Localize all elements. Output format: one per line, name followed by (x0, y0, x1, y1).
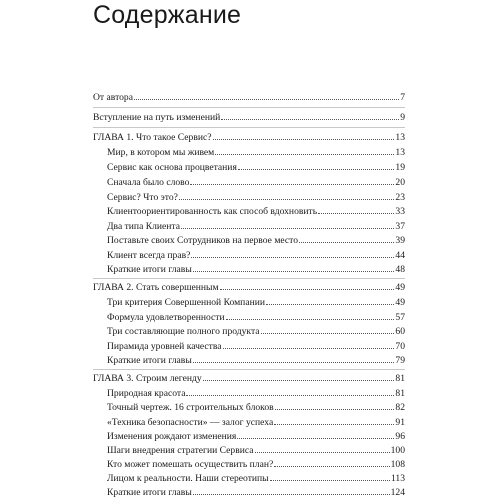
toc-subentry[interactable] (107, 444, 405, 458)
toc-subentry[interactable] (107, 472, 405, 486)
toc-entry-title: Сервис как основа процветания (107, 162, 237, 173)
toc-entry-title: Три составляющие полного продукта (107, 326, 260, 337)
leader-dots (186, 387, 394, 396)
toc-entry-page: 7 (400, 92, 405, 103)
leader-dots (318, 205, 394, 214)
toc-chapter[interactable] (93, 281, 405, 295)
toc-subentry[interactable] (107, 340, 405, 354)
toc-entry-page: 9 (400, 112, 405, 123)
toc-subentry[interactable] (107, 430, 405, 444)
toc-entry-title: Поставьте своих Сотрудников на первое место (107, 235, 299, 246)
toc-entry-title: Краткие итоги главы (107, 487, 192, 498)
toc-entry-page: 108 (390, 459, 405, 470)
toc-entry-page: 124 (390, 487, 405, 498)
leader-dots (274, 416, 394, 425)
toc-subentry[interactable] (107, 146, 405, 160)
toc-entry-title: Мир, в котором мы живем (107, 147, 215, 158)
toc-entry-page: 13 (395, 132, 405, 143)
leader-dots (270, 472, 390, 481)
toc-entry-page: 49 (395, 282, 405, 293)
toc-entry-title: Вступление на путь изменений (93, 112, 221, 123)
section-divider (93, 107, 405, 108)
leader-dots (299, 234, 394, 243)
toc-entry-page: 19 (395, 162, 405, 173)
toc-subentry[interactable] (107, 486, 405, 500)
toc-entry-title: Клиентоориентированность как способ вдохновить (107, 206, 318, 217)
toc-entry-page: 81 (395, 373, 405, 384)
toc-entry-title: Краткие итоги главы (107, 355, 192, 366)
toc-entry-title: Точный чертеж. 16 строительных блоков (107, 402, 274, 413)
leader-dots (193, 263, 395, 272)
toc-entry-page: 96 (395, 431, 405, 442)
toc-entry-title: От автора (93, 92, 133, 103)
toc-entry-page: 33 (395, 206, 405, 217)
toc-entry-title: Сервис? Что это? (107, 192, 178, 203)
toc-entry-title: Краткие итоги главы (107, 264, 192, 275)
leader-dots (193, 486, 390, 495)
toc-subentry[interactable] (107, 401, 405, 415)
toc-entry-title: Три критерия Совершенной Компании (107, 297, 265, 308)
leader-dots (237, 430, 394, 439)
toc-entry-page: 13 (395, 147, 405, 158)
toc-entry-title: Изменения рождают изменения (107, 431, 237, 442)
toc-subentry[interactable] (107, 311, 405, 325)
toc-subentry[interactable] (107, 325, 405, 339)
toc-subentry[interactable] (107, 234, 405, 248)
toc-entry-page: 37 (395, 221, 405, 232)
toc-entry-title: Клиент всегда прав? (107, 250, 191, 261)
toc-entry-page: 79 (395, 355, 405, 366)
leader-dots (223, 340, 395, 349)
toc-entry-page: 70 (395, 341, 405, 352)
toc-entry-page: 81 (395, 388, 405, 399)
toc-subentry[interactable] (107, 249, 405, 263)
toc-entry-page: 100 (390, 445, 405, 456)
leader-dots (274, 458, 389, 467)
toc-subentry[interactable] (107, 205, 405, 219)
toc-entry-title: «Техника безопасности» — залог успеха (107, 417, 274, 428)
toc-entry-page: 20 (395, 177, 405, 188)
leader-dots (275, 401, 395, 410)
toc-entry-title: ГЛАВА 1. Что такое Сервис? (93, 132, 212, 143)
leader-dots (261, 325, 395, 334)
toc-entry-page: 39 (395, 235, 405, 246)
leader-dots (203, 372, 395, 381)
toc-entry-page: 49 (395, 297, 405, 308)
toc-entry-title: Формула удовлетворенности (107, 312, 225, 323)
toc-entry-title: Два типа Клиента (107, 221, 181, 232)
toc-subentry[interactable] (107, 191, 405, 205)
toc-entry-title: ГЛАВА 3. Строим легенду (93, 373, 202, 384)
toc-entry-title: ГЛАВА 2. Стать совершенным (93, 282, 219, 293)
leader-dots (179, 191, 395, 200)
toc-subentry[interactable] (107, 354, 405, 368)
toc-entry-title: Кто может помешать осуществить план? (107, 459, 274, 470)
leader-dots (215, 146, 394, 155)
leader-dots (226, 311, 395, 320)
leader-dots (238, 161, 395, 170)
toc-entry-title: Шаги внедрения стратегии Сервиса (107, 445, 254, 456)
toc-entry-page: 44 (395, 250, 405, 261)
toc-subentry[interactable] (107, 176, 405, 190)
toc-entry-page: 91 (395, 417, 405, 428)
toc-chapter[interactable] (93, 372, 405, 386)
toc-entry-page: 82 (395, 402, 405, 413)
leader-dots (266, 296, 394, 305)
toc-subentry[interactable] (107, 296, 405, 310)
toc-entry-page: 48 (395, 264, 405, 275)
toc-subentry[interactable] (107, 263, 405, 277)
toc-entry-page: 57 (395, 312, 405, 323)
toc-subentry[interactable] (107, 416, 405, 430)
toc-subentry[interactable] (107, 161, 405, 175)
toc-entry-page: 60 (395, 326, 405, 337)
toc-entry[interactable] (93, 111, 405, 125)
leader-dots (213, 131, 395, 140)
leader-dots (181, 220, 394, 229)
toc-subentry[interactable] (107, 387, 405, 401)
section-divider (93, 278, 405, 279)
toc-subentry[interactable] (107, 458, 405, 472)
leader-dots (134, 91, 399, 100)
toc-entry-title: Лицом к реальности. Наши стереотипы (107, 473, 269, 484)
leader-dots (191, 249, 394, 258)
leader-dots (255, 444, 390, 453)
toc-entry-title: Пирамида уровней качества (107, 341, 222, 352)
leader-dots (220, 281, 395, 290)
leader-dots (193, 354, 395, 363)
toc-entry[interactable] (93, 91, 405, 105)
toc-entry-page: 113 (390, 473, 405, 484)
toc-subentry[interactable] (107, 220, 405, 234)
section-divider (93, 127, 405, 128)
toc-entry-title: Сначала было слово (107, 177, 190, 188)
toc-entry-page: 23 (395, 192, 405, 203)
toc-entry-title: Природная красота (107, 388, 186, 399)
section-divider (93, 369, 405, 370)
page-title: Содержание (93, 1, 242, 29)
leader-dots (221, 111, 399, 120)
toc-chapter[interactable] (93, 131, 405, 145)
leader-dots (190, 176, 394, 185)
